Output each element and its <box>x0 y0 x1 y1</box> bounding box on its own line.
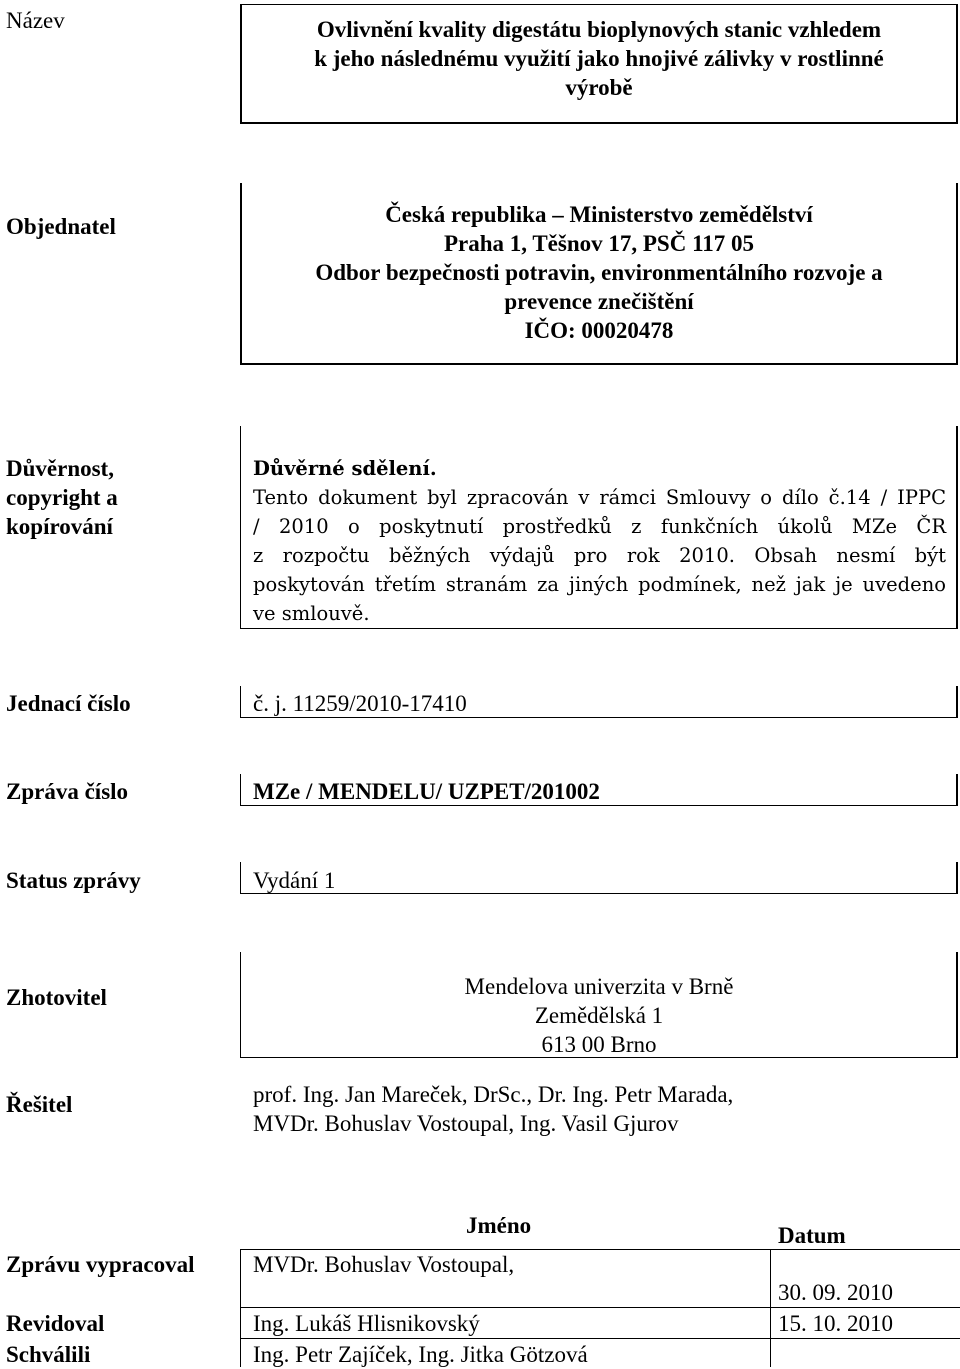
confidentiality-block <box>253 454 946 628</box>
objednatel-line: Česká republika – Ministerstvo zemědělství <box>385 202 813 227</box>
zprava-cislo-value: MZe / MENDELU/ UZPET/201002 <box>253 779 600 804</box>
resitel-block <box>253 1080 733 1138</box>
schvalili-jmeno: Ing. Petr Zajíček, Ing. Jitka Götzová <box>253 1342 588 1367</box>
signature-header-jmeno: Jméno <box>466 1213 532 1238</box>
signature-row-line <box>240 1307 960 1308</box>
label-jednaci-cislo: Jednací číslo <box>6 691 131 716</box>
label-duvernost <box>6 454 118 541</box>
confidentiality-line: z rozpočtu běžných výdajů pro rok 2010. Obsah nesmí být <box>253 544 946 567</box>
objednatel-line: Praha 1, Těšnov 17, PSČ 117 05 <box>443 231 755 256</box>
signature-header-datum: Datum <box>778 1223 846 1248</box>
label-zprava-cislo: Zpráva číslo <box>6 779 129 804</box>
confidentiality-line: ve smlouvě. <box>253 602 370 625</box>
resitel-line: prof. Ing. Jan Mareček, DrSc., Dr. Ing. Petr Marada, <box>253 1082 734 1107</box>
objednatel-line: IČO: 00020478 <box>524 318 674 343</box>
objednatel-block <box>242 200 956 345</box>
resitel-line: MVDr. Bohuslav Vostoupal, Ing. Vasil Gjurov <box>253 1111 679 1136</box>
report-title-line: výrobě <box>565 75 633 100</box>
label-duvernost-line: Důvěrnost, <box>6 456 114 481</box>
status-zpravy-box <box>240 862 958 894</box>
report-title-line: k jeho následnému využití jako hnojivé zálivky v rostlinné <box>314 46 884 71</box>
jednaci-cislo-value: č. j. 11259/2010-17410 <box>253 691 467 716</box>
zhotovitel-line: Zemědělská 1 <box>534 1003 664 1028</box>
label-status-zpravy: Status zprávy <box>6 868 141 893</box>
label-revidoval: Revidoval <box>6 1311 105 1336</box>
signature-col-divider-left <box>240 1249 241 1367</box>
signature-col-divider-right <box>770 1249 771 1367</box>
confidentiality-heading: Důvěrné sdělení. <box>253 457 437 480</box>
zhotovitel-line: 613 00 Brno <box>541 1032 657 1057</box>
confidentiality-line: Tento dokument byl zpracován v rámci Smlouvy o dílo č.14 / IPPC <box>253 486 946 509</box>
label-schvalili: Schválili <box>6 1342 91 1367</box>
label-zhotovitel: Zhotovitel <box>6 985 107 1010</box>
label-nazev: Název <box>6 8 65 33</box>
label-zpravu-vypracoval: Zprávu vypracoval <box>6 1252 195 1277</box>
zhotovitel-line: Mendelova univerzita v Brně <box>464 974 734 999</box>
report-title-line: Ovlivnění kvality digestátu bioplynových stanic vzhledem <box>316 17 882 42</box>
revidoval-datum: 15. 10. 2010 <box>778 1311 893 1336</box>
vypracoval-jmeno: MVDr. Bohuslav Vostoupal, <box>253 1252 515 1277</box>
report-title <box>242 15 956 102</box>
revidoval-jmeno: Ing. Lukáš Hlisnikovský <box>253 1311 480 1336</box>
objednatel-line: prevence znečištění <box>504 289 694 314</box>
label-objednatel: Objednatel <box>6 214 116 239</box>
objednatel-line: Odbor bezpečnosti potravin, environmentálního rozvoje a <box>315 260 883 285</box>
label-duvernost-line: copyright a <box>6 485 118 510</box>
label-duvernost-line: kopírování <box>6 514 113 539</box>
confidentiality-line: poskytován třetím stranám za jiných podmínek, než jak je uvedeno <box>253 573 946 596</box>
status-zpravy-value: Vydání 1 <box>253 868 336 893</box>
confidentiality-line: / 2010 o poskytnutí prostředků z funkčních úkolů MZe ČR <box>253 515 946 538</box>
zhotovitel-block <box>242 972 956 1059</box>
signature-row-line <box>240 1338 960 1339</box>
label-resitel: Řešitel <box>6 1092 73 1117</box>
vypracoval-datum: 30. 09. 2010 <box>778 1280 893 1305</box>
